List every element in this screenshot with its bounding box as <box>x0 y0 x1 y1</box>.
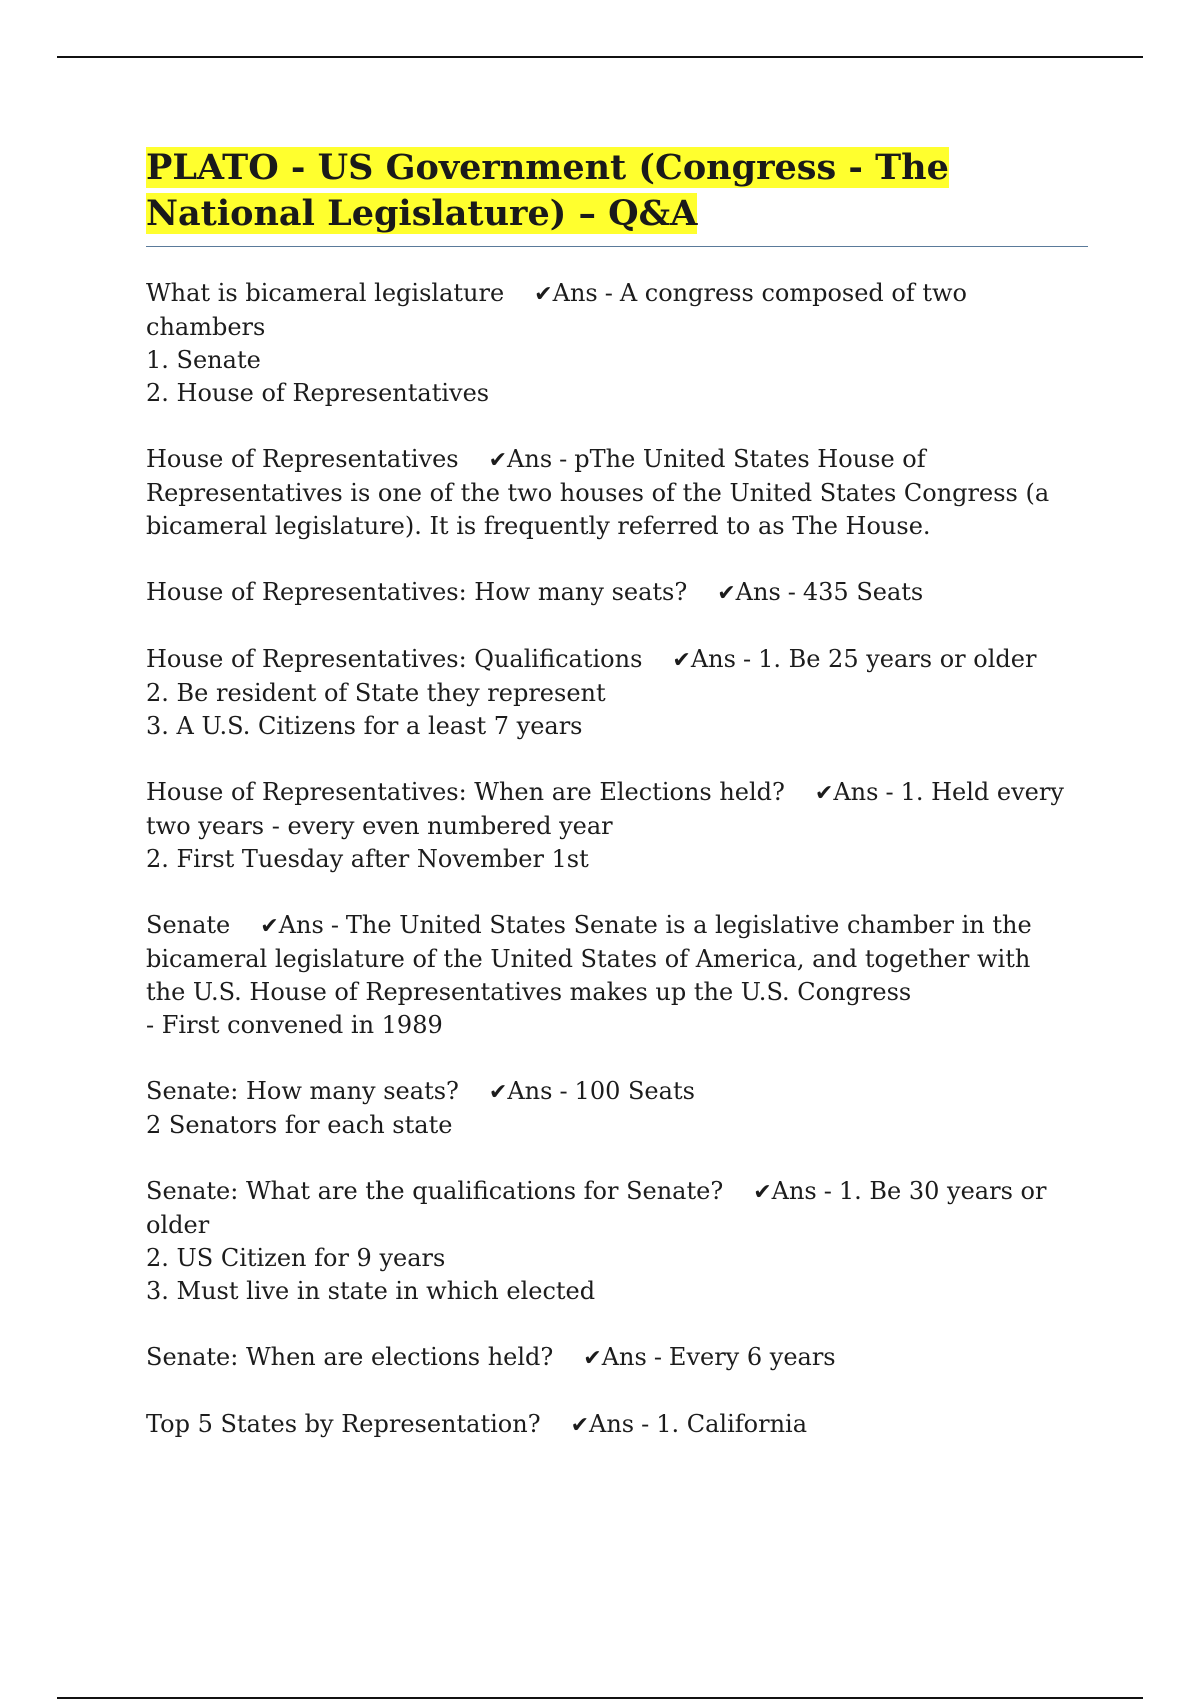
question-text: House of Representatives: Qualifications <box>146 645 643 673</box>
answer-line: 1. Senate <box>146 346 261 374</box>
question-text: House of Representatives: How many seats? <box>146 578 688 606</box>
question-text: House of Representatives: When are Elections held? <box>146 778 785 806</box>
ans-separator: - <box>330 911 339 939</box>
ans-separator: - <box>559 1077 568 1105</box>
check-mark-icon: ✔ <box>672 648 691 673</box>
document-body <box>146 145 1088 1475</box>
qa-item-3 <box>146 576 1076 610</box>
answer-line: 3. A U.S. Citizens for a least 7 years <box>146 712 583 740</box>
answer-text: 435 Seats <box>802 578 924 606</box>
page-footer-rule <box>57 1697 1143 1699</box>
question-text: Senate: What are the qualifications for Senate? <box>146 1177 724 1205</box>
answer-text: 1. California <box>656 1410 808 1438</box>
check-mark-icon: ✔ <box>717 581 736 606</box>
answer-text: The United States Senate is a legislative chamber in the bicameral legislature of the United States of America, and together with the U.S. House of Representatives makes up the U.S. Congress <box>146 911 1032 1006</box>
ans-separator: - <box>641 1410 650 1438</box>
check-mark-icon: ✔ <box>488 448 508 473</box>
qa-item-2 <box>146 443 1076 543</box>
qa-item-8 <box>146 1175 1076 1308</box>
ans-label: Ans <box>601 1343 647 1371</box>
qa-item-10 <box>146 1408 1076 1442</box>
qa-item-1 <box>146 277 1076 410</box>
check-mark-icon: ✔ <box>570 1413 589 1438</box>
answer-text: Every 6 years <box>668 1343 836 1371</box>
ans-label: Ans <box>735 578 781 606</box>
ans-label: Ans <box>690 645 736 673</box>
answer-line: 2. Be resident of State they represent <box>146 679 606 707</box>
ans-label: Ans <box>833 778 879 806</box>
ans-separator: - <box>559 445 568 473</box>
question-text: Senate: When are elections held? <box>146 1343 554 1371</box>
ans-label: Ans <box>771 1177 817 1205</box>
document-title-text: PLATO - US Government (Congress - The National Legislature) – Q&A <box>146 147 949 234</box>
ans-separator: - <box>604 279 613 307</box>
ans-label: Ans <box>507 1077 553 1105</box>
ans-separator: - <box>742 645 752 673</box>
answer-line: - First convened in 1989 <box>146 1011 443 1039</box>
answer-text: 1. Be 30 years or older <box>146 1177 1047 1239</box>
answer-line: 2. First Tuesday after November 1st <box>146 845 589 873</box>
qa-item-5 <box>146 776 1076 876</box>
question-text: What is bicameral legislature <box>146 279 505 307</box>
answer-line: 2. US Citizen for 9 years <box>146 1244 446 1272</box>
answer-text: A congress composed of two chambers <box>146 279 968 341</box>
question-text: Top 5 States by Representation? <box>146 1410 541 1438</box>
qa-item-9 <box>146 1341 1076 1375</box>
ans-separator: - <box>823 1177 832 1205</box>
answer-line: 3. Must live in state in which elected <box>146 1277 596 1305</box>
question-text: House of Representatives <box>146 445 459 473</box>
ans-label: Ans <box>589 1410 635 1438</box>
ans-label: Ans <box>507 445 553 473</box>
check-mark-icon: ✔ <box>814 781 834 806</box>
answer-text: 1. Held every two years - every even numbered year <box>146 778 1064 840</box>
check-mark-icon: ✔ <box>583 1346 602 1371</box>
ans-label: Ans <box>278 911 324 939</box>
qa-item-7 <box>146 1075 1076 1142</box>
check-mark-icon: ✔ <box>753 1180 772 1205</box>
check-mark-icon: ✔ <box>534 282 553 307</box>
document-title <box>146 145 1088 237</box>
ans-label: Ans <box>552 279 598 307</box>
answer-text: 1. Be 25 years or older <box>758 645 1037 673</box>
title-block <box>146 145 1088 247</box>
page-header-rule <box>57 56 1143 58</box>
qa-item-4 <box>146 643 1076 743</box>
answer-text: 100 Seats <box>574 1077 695 1105</box>
check-mark-icon: ✔ <box>260 914 279 939</box>
ans-separator: - <box>885 778 894 806</box>
qa-item-6 <box>146 909 1076 1042</box>
answer-text: pThe United States House of Representatives is one of the two houses of the United States Congress (a bicameral legislature). It is frequently referred to as The House. <box>146 445 1050 540</box>
check-mark-icon: ✔ <box>488 1080 508 1105</box>
question-text: Senate <box>146 911 231 939</box>
qa-list <box>146 277 1088 1442</box>
answer-line: 2. House of Representatives <box>146 379 490 407</box>
ans-separator: - <box>787 578 796 606</box>
answer-line: 2 Senators for each state <box>146 1111 453 1139</box>
ans-separator: - <box>653 1343 662 1371</box>
question-text: Senate: How many seats? <box>146 1077 459 1105</box>
